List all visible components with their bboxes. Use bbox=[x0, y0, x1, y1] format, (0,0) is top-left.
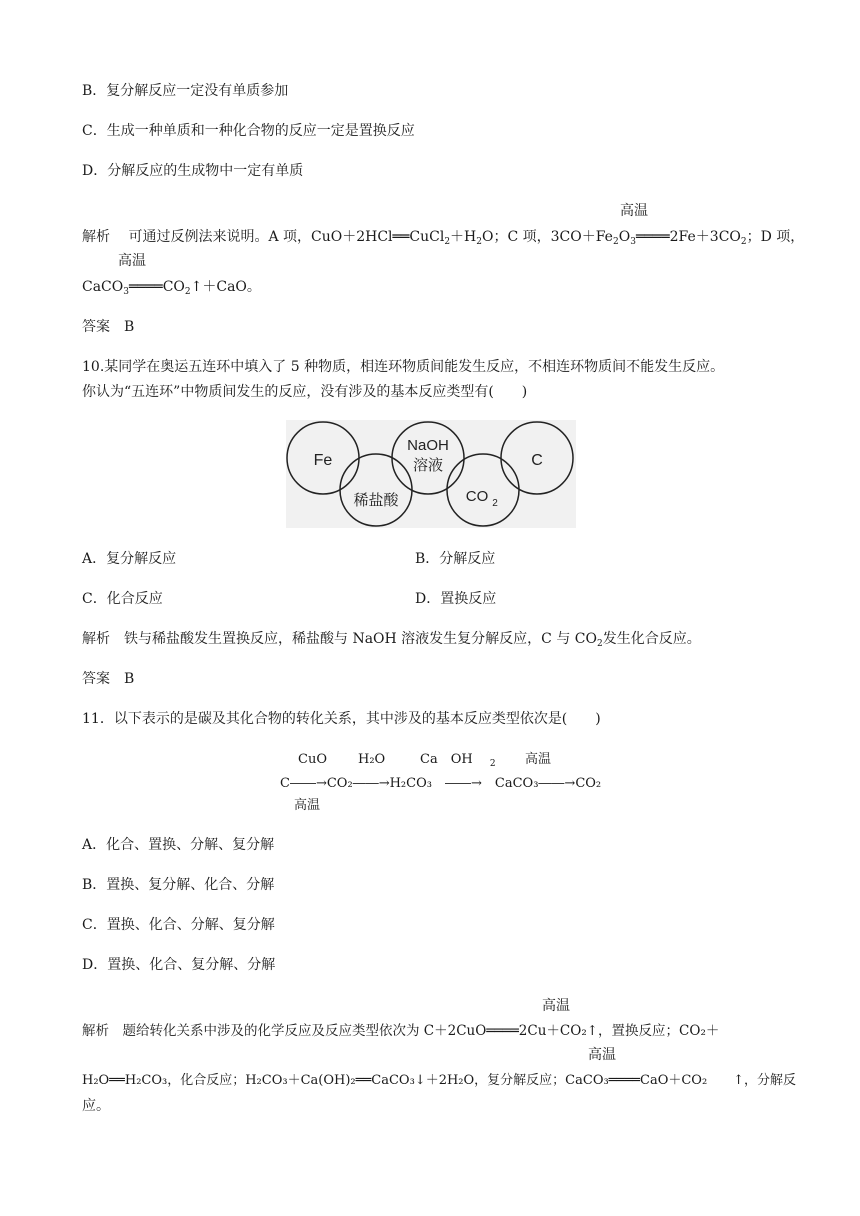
q10-option-b: B．分解反应 bbox=[415, 551, 496, 567]
ring-label-solution: 溶液 bbox=[412, 456, 444, 474]
ring-label-dilute-hcl: 稀盐酸 bbox=[353, 491, 399, 509]
q11-option-c: C．置换、化合、分解、复分解 bbox=[82, 917, 275, 933]
ring-label-naoh: NaOH bbox=[407, 437, 449, 454]
q9-explanation-line2: $CaCO_3════CO_2↑+CaO$。 bbox=[82, 279, 261, 297]
reaction-condition-high-temp-below: 高温 bbox=[294, 798, 321, 813]
chain-arrow-1: ――→ bbox=[289, 776, 327, 791]
chain-caco3: CaCO₃ bbox=[494, 776, 539, 791]
q10-option-c: C．化合反应 bbox=[82, 591, 163, 607]
q9-condition-high-temp-2: 高温 bbox=[118, 253, 146, 269]
q11-explanation-line1: 解析 题给转化关系中涉及的化学反应及反应类型依次为 C＋2CuO════2Cu＋CO₂↑，置换反应；CO₂＋ bbox=[82, 1023, 720, 1039]
q9-condition-high-temp-1: 高温 bbox=[620, 203, 648, 219]
q10-explanation: 解析 铁与稀盐酸发生置换反应，稀盐酸与 NaOH 溶液发生复分解反应，C 与 $CO_2$发生化合反应。 bbox=[82, 631, 701, 649]
olympic-rings-diagram bbox=[286, 420, 576, 528]
q11-condition-high-temp-1: 高温 bbox=[542, 998, 570, 1014]
chain-c: C bbox=[280, 776, 290, 791]
chain-h2co3: H₂CO₃ bbox=[389, 776, 432, 791]
q10-option-d: D．置换反应 bbox=[415, 591, 497, 607]
q9-option-c: C．生成一种单质和一种化合物的反应一定是置换反应 bbox=[82, 123, 415, 139]
q11-explanation-line3: 应。 bbox=[82, 1098, 110, 1114]
ring-label-c: C bbox=[531, 452, 543, 469]
chain-co2: CO₂ bbox=[326, 776, 353, 791]
ring-label-co2: CO bbox=[465, 488, 489, 505]
q11-option-a: A．化合、置换、分解、复分解 bbox=[82, 837, 275, 853]
q10-option-a: A．复分解反应 bbox=[82, 551, 177, 567]
chain-arrow-3: ――→ bbox=[444, 776, 482, 791]
chain-arrow-2: ――→ bbox=[352, 776, 390, 791]
q11-option-b: B．置换、复分解、化合、分解 bbox=[82, 877, 275, 893]
q11-option-d: D．置换、化合、复分解、分解 bbox=[82, 957, 276, 973]
reaction-condition-high-temp-above: 高温 bbox=[525, 752, 552, 767]
ring-label-co2-subscript: 2 bbox=[492, 498, 498, 509]
q9-option-b: B．复分解反应一定没有单质参加 bbox=[82, 83, 289, 99]
q9-explanation-line1: 解析 可通过反例法来说明。A 项，$CuO+2HCl══CuCl_2+H_2O$；C 项，$3CO+Fe_2O_3════2Fe+3CO_2$；D 项， bbox=[82, 229, 805, 247]
q11-explanation-line2: H₂O══H₂CO₃，化合反应；H₂CO₃＋Ca(OH)₂══CaCO₃↓＋2H₂O，复分解反应；CaCO₃════CaO＋CO₂ ↑，分解反 bbox=[82, 1073, 797, 1088]
q9-option-d: D．分解反应的生成物中一定有单质 bbox=[82, 163, 304, 179]
q9-explanation-label: 解析 bbox=[82, 229, 110, 245]
reaction-condition-h2o: H₂O bbox=[358, 752, 386, 767]
q10-stem-line2: 你认为“五连环”中物质间发生的反应，没有涉及的基本反应类型有( ) bbox=[82, 384, 528, 400]
q11-condition-high-temp-2: 高温 bbox=[588, 1047, 616, 1063]
ring-label-fe: Fe bbox=[313, 452, 333, 469]
reaction-condition-caoh2: Ca OH $_2$ bbox=[420, 752, 496, 769]
chain-arrow-4: ――→ bbox=[538, 776, 576, 791]
q10-answer: 答案 B bbox=[82, 671, 135, 687]
reaction-condition-cuo: CuO bbox=[298, 752, 327, 767]
q9-answer: 答案 B bbox=[82, 319, 135, 335]
q10-stem-line1: 10.某同学在奥运五连环中填入了 5 种物质，相连环物质间能发生反应，不相连环物质间不能发生反应。 bbox=[82, 359, 725, 375]
chain-co2-final: CO₂ bbox=[575, 776, 602, 791]
q11-stem: 11．以下表示的是碳及其化合物的转化关系，其中涉及的基本反应类型依次是( ) bbox=[82, 711, 601, 727]
reaction-chain bbox=[280, 776, 601, 792]
